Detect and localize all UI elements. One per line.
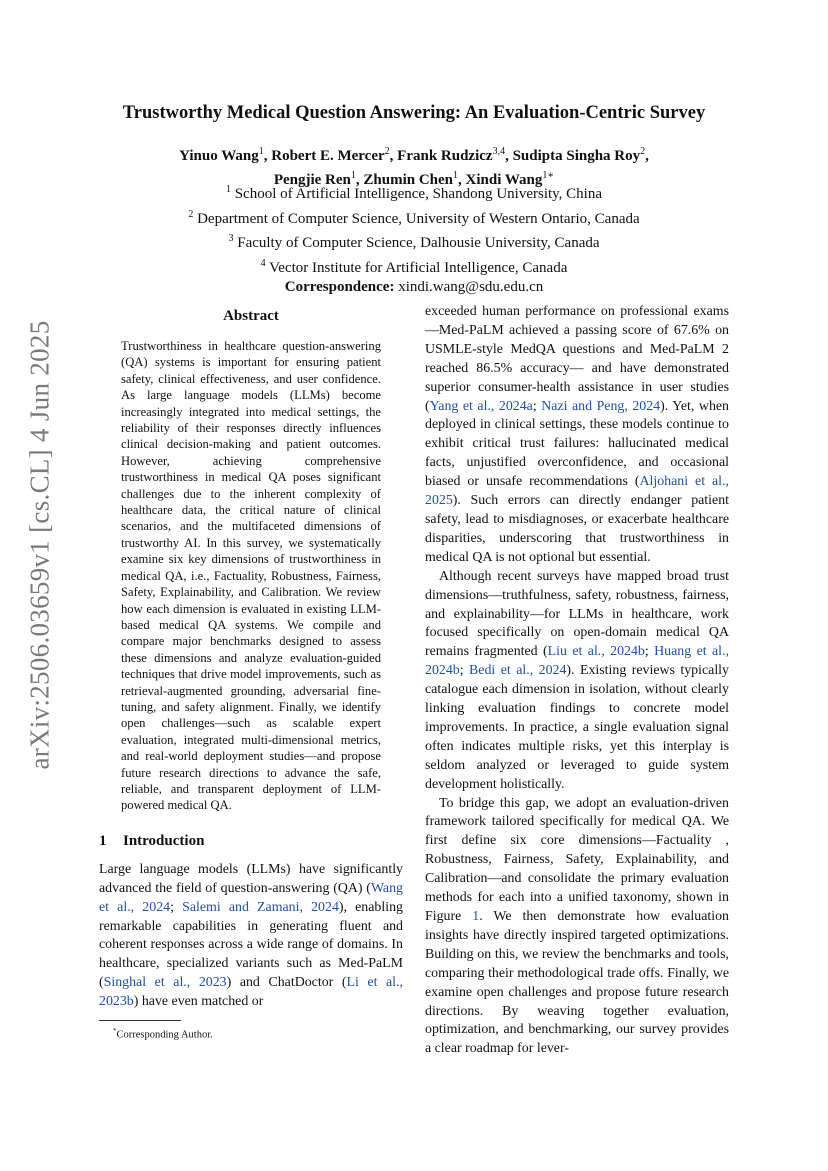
author-name: Zhumin Chen	[363, 172, 454, 188]
paper-title: Trustworthy Medical Question Answering: An Evaluation-Centric Survey	[122, 103, 706, 123]
citation-link[interactable]: Nazi and Peng, 2024	[541, 398, 661, 414]
author-affil-mark: 2	[384, 146, 390, 157]
author-name: Sudipta Singha Roy	[512, 148, 641, 164]
author-name: Robert E. Mercer	[271, 148, 385, 164]
citation-link[interactable]: Wang et al., 2024	[99, 880, 403, 915]
text-run: ) have even matched or	[133, 994, 264, 1010]
author-name: Xindi Wang	[465, 172, 543, 188]
author-affil-mark: 2	[640, 146, 646, 157]
author-affil-mark: 3,4	[492, 146, 506, 157]
text-run: ) and ChatDoctor (	[226, 975, 347, 991]
section-title: Introduction	[123, 832, 205, 849]
affiliation	[80, 205, 748, 230]
body-paragraph	[425, 568, 729, 795]
citation-link[interactable]: Singhal et al., 2023	[103, 975, 227, 991]
text-run: Although recent surveys have mapped broad trust dimensions—truthfulness, safety, robustness, fairness, and explainability—for LLMs in healthcare, work focused specifically on open-domain medical QA remains fragmented (	[425, 568, 729, 660]
affiliation-mark: 1	[225, 184, 231, 195]
footnote	[113, 1025, 403, 1042]
text-run: ;	[170, 899, 183, 915]
affiliation-text: Faculty of Computer Science, Dalhousie University, Canada	[237, 235, 600, 252]
citation-link[interactable]: Yang et al., 2024a	[429, 398, 533, 414]
figure-link[interactable]: 1	[472, 909, 480, 924]
text-run: To bridge this gap, we adopt an evaluation-driven framework tailored specifically for medical QA. We first define six core dimensions—Factuality , Robustness, Fairness, Safety, Explainability, and Calibration—and consolidate the primary evaluation methods for each into a unified taxonomy, shown in Figure	[425, 795, 729, 924]
arxiv-sidebar	[20, 320, 60, 770]
author-affil-mark: 1∗	[542, 170, 555, 181]
affiliation-text: School of Artificial Intelligence, Shandong University, China	[234, 186, 603, 202]
citation-link[interactable]: Huang et al., 2024b	[425, 644, 729, 679]
right-column	[425, 303, 729, 1059]
text-run: ). Existing reviews typically catalogue each dimension in isolation, without clearly linking evaluation findings to concrete model improvements. In practice, a single evaluation signal often indicates multiple risks, yet this interplay is seldom analyzed or leveraged to guide system development holistically.	[425, 663, 729, 792]
affiliation	[80, 180, 748, 205]
body-paragraph	[425, 795, 729, 1060]
footnote-text: Corresponding Author.	[116, 1029, 213, 1041]
author-list: Yinuo Wang$^1$, Robert E. Mercer$^2$, Frank Rudzicz$^{3,4}$, Sudipta Singha Roy$^2$, Pengjie Ren$^1$, Zhumin Chen$^1$, Xindi Wang$^{1∗}$	[179, 146, 649, 188]
abstract-heading: Abstract	[223, 308, 279, 324]
text-run: exceeded human performance on professional exams —Med-PaLM achieved a passing score of 67.6% on USMLE-style MedQA questions and Med-PaLM 2 reached 86.5% accuracy— and have demonstrated superior consumer-health assistance in user studies (	[425, 304, 729, 414]
footnote-rule	[99, 1020, 181, 1021]
author-name: Frank Rudzicz	[397, 148, 493, 164]
left-column	[99, 306, 403, 1042]
affiliation-text: Department of Computer Science, University of Western Ontario, Canada	[197, 210, 640, 227]
intro-paragraph	[99, 861, 403, 1012]
affiliation-mark: 2	[188, 208, 194, 220]
text-run: ), enabling remarkable capabilities in generating fluent and coherent responses across a wide range of domains. In healthcare, specialized variants such as Med-PaLM (	[99, 899, 403, 991]
affiliation-list	[80, 180, 748, 298]
author-affil-mark: 1	[350, 170, 356, 181]
correspondence	[80, 278, 748, 298]
section-number: 1	[99, 832, 107, 849]
correspondence-email[interactable]: xindi.wang@sdu.edu.cn	[398, 279, 544, 296]
author-name: Yinuo Wang	[179, 148, 259, 164]
section-heading-introduction	[99, 831, 403, 851]
text-run: ;	[644, 644, 655, 660]
citation-link[interactable]: Aljohani et al., 2025	[425, 474, 729, 509]
correspondence-label: Correspondence:	[284, 279, 395, 296]
affiliation-text: Vector Institute for Artificial Intelligence, Canada	[269, 259, 568, 276]
citation-link[interactable]: Salemi and Zamani, 2024	[182, 899, 339, 915]
text-run: ;	[532, 398, 542, 414]
affiliation	[80, 229, 748, 254]
text-run: Large language models (LLMs) have significantly advanced the field of question-answering (QA) (	[99, 861, 403, 896]
author-affil-mark: 1	[258, 146, 264, 157]
text-run: ;	[459, 663, 470, 679]
abstract-body: Trustworthiness in healthcare question-answering (QA) systems is important for ensuring patient safety, clinical effectiveness, and user confidence. As large language models (LLMs) become increasingly integrated into medical settings, the reliability of their responses directly influences clinical decision-making and patient outcomes. However, achieving comprehensive trustworthiness in medical QA poses significant challenges due to the inherent complexity of healthcare data, the critical nature of clinical scenarios, and the multifaceted dimensions of trustworthy AI. In this survey, we systematically examine six key dimensions of trustworthiness in medical QA, i.e., Factuality, Robustness, Fairness, Safety, Explainability, and Calibration. We review how each dimension is evaluated in existing LLM-based medical QA systems. We compile and compare major benchmarks designed to assess these dimensions and analyze evaluation-guided techniques that drive model improvements, such as retrieval-augmented grounding, adversarial fine-tuning, and safety alignment. Finally, we identify open challenges—such as scalable expert evaluation, integrated multi-dimensional metrics, and real-world deployment studies—and propose future research directions to advance the safe, reliable, and transparent deployment of LLM-powered medical QA.	[121, 339, 381, 813]
author-name: Pengjie Ren	[273, 172, 351, 188]
affiliation-mark: 4	[260, 257, 266, 269]
citation-link[interactable]: Li et al., 2023b	[99, 975, 403, 1010]
text-run: ). Yet, when deployed in clinical settings, these models continue to exhibit critical trust failures: hallucinated medical facts, unjustified overconfidence, and occasional biased or unsafe recommendations (	[425, 398, 729, 490]
footnote-mark: *	[113, 1027, 117, 1036]
author-affil-mark: 1	[453, 170, 459, 181]
text-run: . We then demonstrate how evaluation insights have directly inspired targeted optimizations. Building on this, we review the benchmarks and tools, comparing their methodological trade offs. Finally, we examine open challenges and propose future research directions. By weaving together evaluation, optimization, and benchmarking, our survey provides a clear roadmap for lever-	[425, 909, 729, 1057]
affiliation-mark: 3	[228, 233, 234, 245]
body-paragraph	[425, 303, 729, 568]
text-run: ). Such errors can directly endanger patient safety, lead to misdiagnoses, or exacerbate healthcare disparities, underscoring that trustworthiness in medical QA is not optional but essential.	[425, 493, 729, 565]
arxiv-identifier: arXiv:2506.03659v1 [cs.CL] 4 Jun 2025	[24, 320, 55, 770]
citation-link[interactable]: Liu et al., 2024b	[547, 644, 645, 660]
affiliation	[80, 254, 748, 279]
citation-link[interactable]: Bedi et al., 2024	[469, 663, 567, 679]
